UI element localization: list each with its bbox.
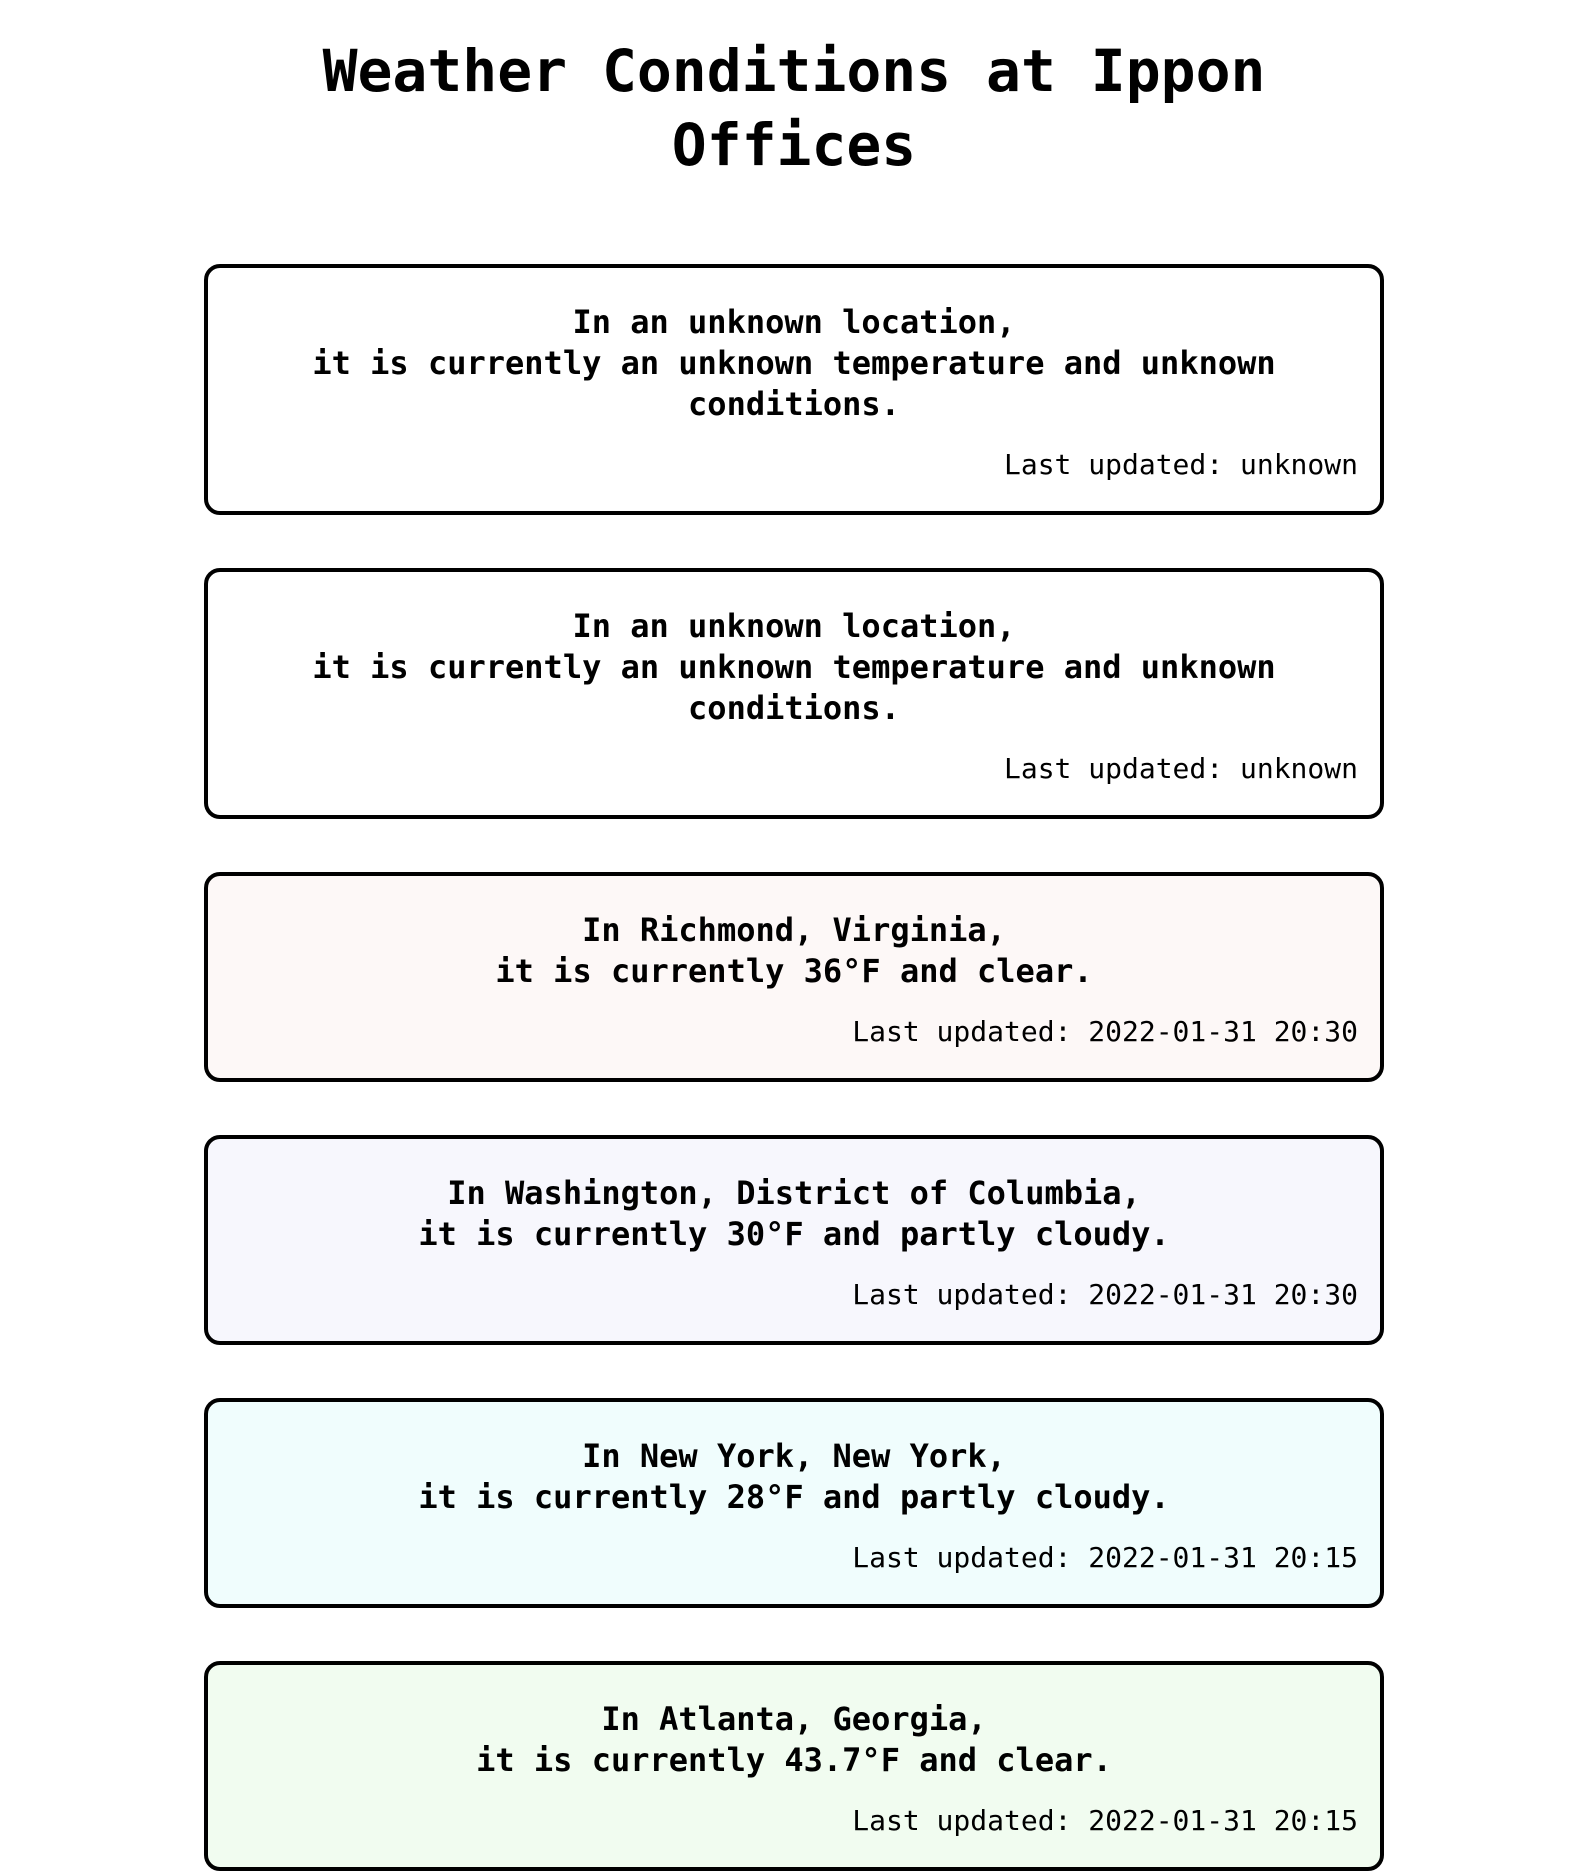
location-line: In Washington, District of Columbia,: [447, 1174, 1141, 1212]
location-line: In Atlanta, Georgia,: [601, 1700, 987, 1738]
last-updated: Last updated: 2022-01-31 20:15: [852, 1804, 1358, 1837]
location-line: In an unknown location,: [572, 607, 1016, 645]
location-line: In New York, New York,: [582, 1437, 1006, 1475]
weather-message: [230, 302, 1358, 425]
conditions-line: it is currently 28°F and partly cloudy.: [418, 1478, 1170, 1516]
page: [204, 0, 1384, 1871]
weather-message: [230, 1436, 1358, 1518]
location-line: In an unknown location,: [572, 303, 1016, 341]
weather-message: [230, 606, 1358, 729]
conditions-line: it is currently an unknown temperature and unknown conditions.: [312, 344, 1276, 423]
last-updated: Last updated: unknown: [1003, 752, 1358, 785]
location-line: In Richmond, Virginia,: [582, 911, 1006, 949]
conditions-line: it is currently 43.7°F and clear.: [476, 1741, 1112, 1779]
last-updated: Last updated: 2022-01-31 20:15: [852, 1541, 1358, 1574]
last-updated: Last updated: 2022-01-31 20:30: [852, 1278, 1358, 1311]
weather-message: [230, 1173, 1358, 1255]
conditions-line: it is currently 36°F and clear.: [495, 952, 1093, 990]
last-updated: Last updated: unknown: [1003, 448, 1358, 481]
conditions-line: it is currently 30°F and partly cloudy.: [418, 1215, 1170, 1253]
weather-card-list: [204, 264, 1384, 1871]
weather-card: [204, 872, 1384, 1082]
weather-message: [230, 1699, 1358, 1781]
weather-card: [204, 1661, 1384, 1871]
weather-message: [230, 910, 1358, 992]
page-title: Weather Conditions at Ippon Offices: [322, 37, 1266, 179]
weather-card: [204, 1398, 1384, 1608]
weather-card: [204, 1135, 1384, 1345]
weather-card: [204, 264, 1384, 515]
conditions-line: it is currently an unknown temperature and unknown conditions.: [312, 648, 1276, 727]
weather-card: [204, 568, 1384, 819]
last-updated: Last updated: 2022-01-31 20:30: [852, 1015, 1358, 1048]
